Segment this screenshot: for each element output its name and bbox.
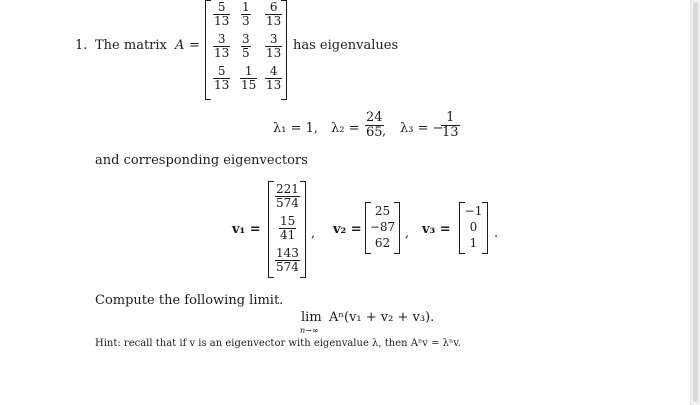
vector-entry: 62 bbox=[374, 236, 391, 250]
matrix-cell: $\frac{4}{13}$ bbox=[266, 64, 282, 92]
scrollbar-thumb[interactable] bbox=[693, 2, 698, 402]
limit-expression: Aⁿ(v₁ + v₂ + v₃). bbox=[329, 310, 435, 325]
vector-entry: −87 bbox=[369, 220, 396, 234]
vector-entry: $\frac{221}{574}$ bbox=[276, 182, 299, 210]
matrix-cell: $\frac{5}{13}$ bbox=[214, 0, 230, 28]
vector-entry: −1 bbox=[464, 204, 483, 218]
matrix-cell: $\frac{1}{3}$ bbox=[242, 0, 250, 28]
matrix-cell: $\frac{3}{13}$ bbox=[266, 32, 282, 60]
vector-v2 bbox=[365, 202, 400, 254]
vector-v1 bbox=[268, 181, 306, 278]
eigenvalue-3-fraction: $\frac{1}{13}$ bbox=[442, 110, 459, 140]
limit-subscript: n→∞ bbox=[300, 326, 319, 335]
equals-sign: = bbox=[189, 38, 200, 53]
matrix-A bbox=[205, 0, 287, 100]
vector-entry: 25 bbox=[374, 204, 391, 218]
eigenvalue-3-label: λ₃ = − bbox=[400, 121, 444, 136]
v1-comma: , bbox=[311, 226, 316, 241]
eigenvalue-2-fraction: $\frac{24}{65}$ bbox=[366, 110, 383, 140]
eigenvalue-2-comma: , bbox=[382, 124, 387, 139]
eigenvalue-1: λ₁ = 1, bbox=[273, 121, 319, 136]
v3-period: . bbox=[494, 226, 499, 241]
problem-intro: The matrix bbox=[95, 38, 167, 53]
matrix-cell: $\frac{5}{13}$ bbox=[214, 64, 230, 92]
matrix-cell: $\frac{3}{13}$ bbox=[214, 32, 230, 60]
eigenvectors-text: and corresponding eigenvectors bbox=[95, 153, 308, 168]
eigenvalue-2-label: λ₂ = bbox=[331, 121, 360, 136]
has-eigenvalues-text: has eigenvalues bbox=[293, 38, 399, 53]
limit-operator: lim bbox=[301, 310, 322, 325]
task-text: Compute the following limit. bbox=[95, 293, 284, 308]
right-bracket bbox=[300, 181, 306, 278]
problem-number: 1. bbox=[75, 38, 88, 53]
v2-label: v₂ = bbox=[333, 222, 362, 237]
vector-entry: 1 bbox=[469, 236, 478, 250]
matrix-cell: $\frac{3}{5}$ bbox=[242, 32, 250, 60]
vector-entry: $\frac{143}{574}$ bbox=[276, 246, 299, 274]
matrix-symbol: A bbox=[175, 38, 185, 53]
matrix-cell: $\frac{6}{13}$ bbox=[266, 0, 282, 28]
vector-entry: 0 bbox=[469, 220, 478, 234]
v1-label: v₁ = bbox=[232, 222, 261, 237]
hint-text: Hint: recall that if v is an eigenvector with eigenvalue λ, then Aⁿv = λⁿv. bbox=[95, 338, 461, 349]
vector-v3 bbox=[459, 202, 488, 254]
v3-label: v₃ = bbox=[422, 222, 451, 237]
vector-entry: $\frac{15}{41}$ bbox=[280, 214, 296, 242]
left-bracket bbox=[268, 181, 274, 278]
v2-comma: , bbox=[405, 226, 410, 241]
left-bracket bbox=[205, 0, 211, 100]
matrix-cell: $\frac{1}{15}$ bbox=[241, 64, 257, 92]
